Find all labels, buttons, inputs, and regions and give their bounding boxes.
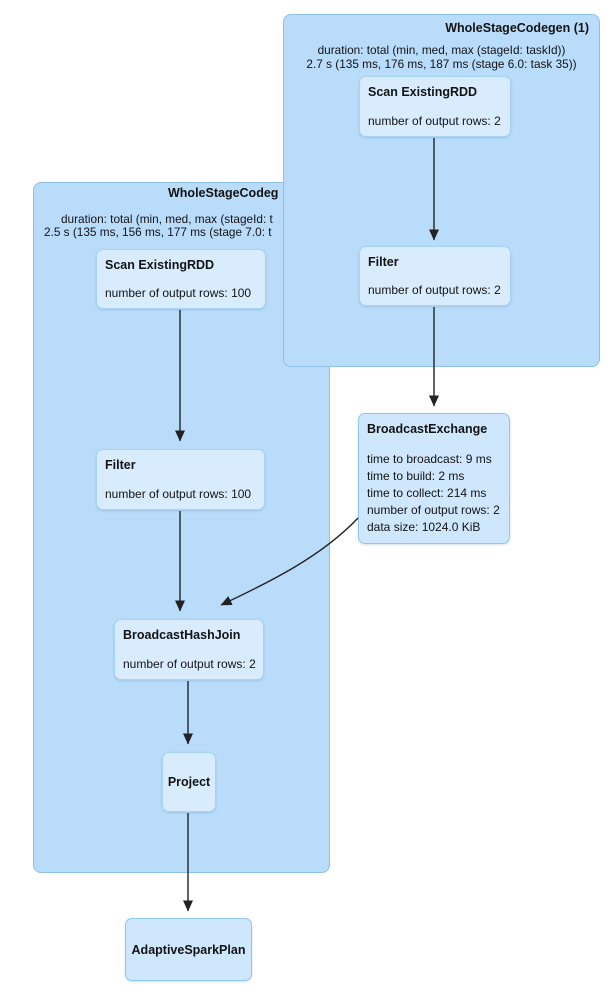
node-scan-existingrdd-2[interactable] (96, 249, 266, 309)
node-title: Filter (368, 255, 399, 269)
cluster-wholestagecodegen-1 (283, 14, 600, 367)
node-title: AdaptiveSparkPlan (131, 942, 246, 957)
node-adaptive-spark-plan[interactable] (125, 918, 252, 981)
node-title: Project (167, 775, 211, 789)
node-metric: time to build: 2 ms (367, 469, 465, 483)
cluster-title: WholeStageCodeg (168, 186, 279, 200)
node-metric: time to broadcast: 9 ms (367, 452, 492, 466)
node-title: Scan ExistingRDD (368, 85, 478, 99)
node-metric: number of output rows: 100 (105, 487, 252, 501)
node-scan-existingrdd-1[interactable] (359, 76, 511, 137)
cluster-duration (284, 44, 599, 71)
node-title: Scan ExistingRDD (105, 258, 215, 272)
node-metric: data size: 1024.0 KiB (367, 520, 481, 534)
node-filter-2[interactable] (96, 449, 265, 510)
node-metric: number of output rows: 2 (368, 114, 501, 128)
node-metric: number of output rows: 2 (123, 657, 256, 671)
node-metrics (367, 451, 501, 536)
node-filter-1[interactable] (359, 246, 511, 306)
node-title: BroadcastHashJoin (123, 628, 241, 642)
node-metric: number of output rows: 100 (105, 286, 252, 300)
node-broadcast-exchange[interactable] (358, 413, 510, 544)
cluster-duration-line-2: 2.7 s (135 ms, 176 ms, 187 ms (stage 6.0: task 35)) (306, 56, 577, 71)
node-metric: time to collect: 214 ms (367, 486, 487, 500)
cluster-duration-line-2: 2.5 s (135 ms, 156 ms, 177 ms (stage 7.0: t (44, 225, 272, 239)
node-metric: number of output rows: 2 (368, 283, 501, 297)
cluster-title: WholeStageCodegen (1) (445, 21, 589, 35)
cluster-duration-line-1: duration: total (min, med, max (stageId: t (61, 212, 273, 226)
node-project[interactable] (162, 752, 216, 812)
node-metric: number of output rows: 2 (367, 503, 500, 517)
node-title: BroadcastExchange (367, 422, 488, 436)
node-title: Filter (105, 458, 136, 472)
cluster-duration-line-1: duration: total (min, med, max (stageId: taskId)) (317, 43, 566, 57)
node-broadcast-hash-join[interactable] (114, 619, 264, 680)
